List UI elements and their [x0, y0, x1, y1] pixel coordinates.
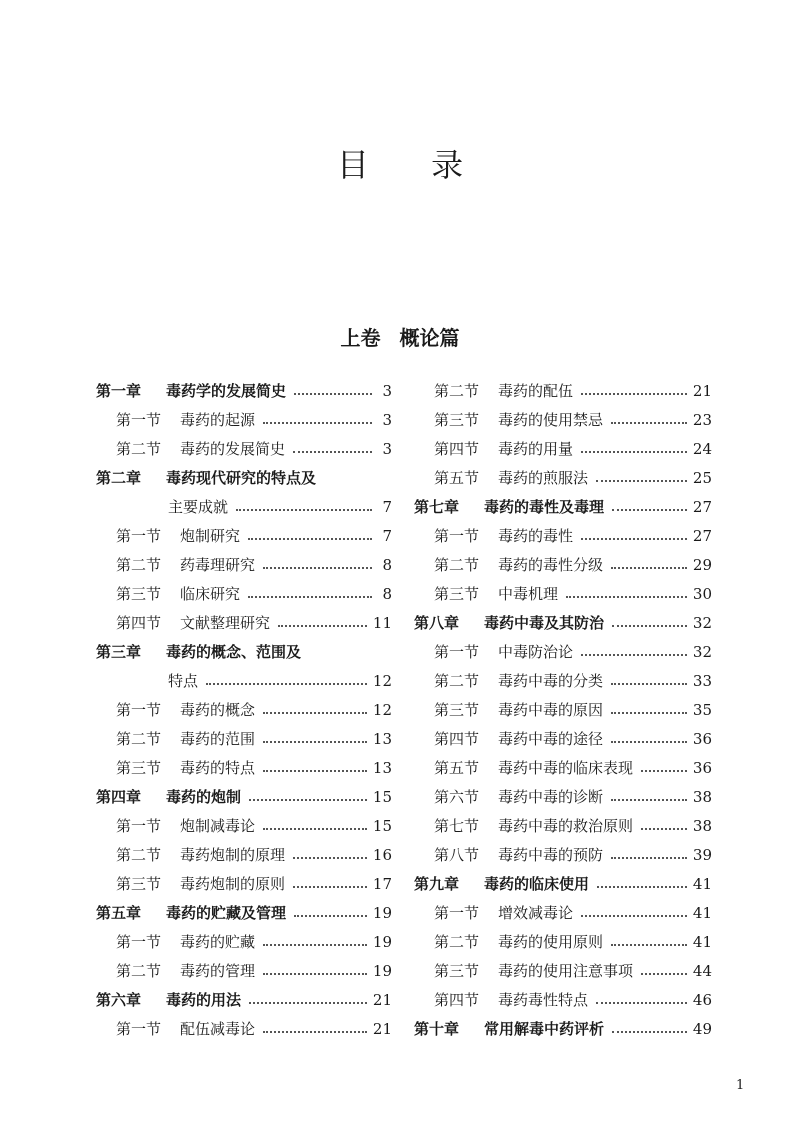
toc-entry-page: 19	[372, 932, 392, 951]
dot-leader	[611, 566, 687, 569]
dot-leader	[248, 537, 372, 540]
dot-leader	[263, 711, 367, 714]
toc-entry-title: 毒药的特点	[180, 759, 256, 777]
toc-entry-label: 第二节	[116, 440, 162, 458]
toc-section-entry[interactable]	[96, 550, 392, 579]
toc-section-entry[interactable]	[414, 376, 712, 405]
toc-entry-title: 毒药中毒的原因	[498, 701, 604, 719]
toc-entry-page: 15	[372, 816, 392, 835]
toc-entry-title: 主要成就	[168, 498, 229, 516]
toc-section-entry[interactable]	[414, 956, 712, 985]
dot-leader	[249, 798, 367, 801]
dot-leader	[294, 392, 372, 395]
dot-leader	[611, 856, 687, 859]
toc-entry-page: 35	[692, 700, 712, 719]
toc-entry-label: 第一节	[116, 817, 162, 835]
toc-entry-title: 毒药毒性特点	[498, 991, 589, 1009]
dot-leader	[641, 827, 687, 830]
toc-entry-page: 33	[692, 671, 712, 690]
toc-entry-label: 第二节	[434, 556, 480, 574]
toc-entry-page: 3	[382, 381, 392, 400]
toc-entry-title: 毒药中毒的诊断	[498, 788, 604, 806]
dot-leader	[263, 827, 367, 830]
dot-leader	[611, 740, 687, 743]
dot-leader	[263, 972, 367, 975]
toc-entry-title: 毒药的使用原则	[498, 933, 604, 951]
toc-section-entry[interactable]	[96, 869, 392, 898]
toc-section-entry[interactable]	[96, 956, 392, 985]
toc-section-entry[interactable]	[414, 637, 712, 666]
toc-entry-page: 24	[692, 439, 712, 458]
toc-section-entry[interactable]	[96, 840, 392, 869]
toc-entry-title: 毒药中毒的临床表现	[498, 759, 634, 777]
toc-entry-label: 第十章	[414, 1020, 460, 1038]
toc-entry-label: 第三节	[434, 962, 480, 980]
toc-entry-title: 毒药中毒的分类	[498, 672, 604, 690]
toc-entry-label: 第三节	[434, 701, 480, 719]
toc-entry-title: 毒药的用量	[498, 440, 574, 458]
dot-leader	[278, 624, 367, 627]
toc-entry-label: 第二节	[434, 933, 480, 951]
toc-entry-page: 7	[382, 526, 392, 545]
toc-entry-label: 第一节	[434, 643, 480, 661]
dot-leader	[611, 798, 687, 801]
dot-leader	[641, 769, 687, 772]
toc-entry-page: 32	[692, 642, 712, 661]
dot-leader	[263, 943, 367, 946]
dot-leader	[293, 856, 367, 859]
toc-entry-title: 临床研究	[180, 585, 241, 603]
toc-chapter-entry[interactable]	[414, 869, 712, 898]
toc-entry-title: 毒药的使用禁忌	[498, 411, 604, 429]
toc-entry-title: 毒药的临床使用	[484, 875, 590, 893]
toc-entry-label: 第四章	[96, 788, 142, 806]
dot-leader	[206, 682, 367, 685]
toc-entry-page: 17	[372, 874, 392, 893]
toc-entry-title: 增效减毒论	[498, 904, 574, 922]
toc-section-entry[interactable]	[96, 724, 392, 753]
dot-leader	[293, 885, 367, 888]
toc-entry-page: 38	[692, 816, 712, 835]
toc-chapter-entry[interactable]	[96, 637, 392, 666]
dot-leader	[612, 508, 687, 511]
dot-leader	[612, 1030, 687, 1033]
toc-entry-page: 15	[372, 787, 392, 806]
toc-entry-page: 13	[372, 758, 392, 777]
toc-entry-title: 毒药的起源	[180, 411, 256, 429]
toc-section-entry[interactable]	[414, 782, 712, 811]
toc-section-entry[interactable]	[96, 927, 392, 956]
toc-entry-title: 毒药的配伍	[498, 382, 574, 400]
toc-entry-label: 第四节	[434, 440, 480, 458]
toc-entry-title: 特点	[168, 672, 199, 690]
toc-chapter-entry[interactable]	[96, 898, 392, 927]
toc-entry-title: 中毒防治论	[498, 643, 574, 661]
toc-entry-title: 毒药炮制的原理	[180, 846, 286, 864]
toc-entry-label: 第二节	[116, 962, 162, 980]
toc-entry-label: 第四节	[434, 991, 480, 1009]
dot-leader	[581, 392, 687, 395]
toc-entry-title: 毒药的贮藏	[180, 933, 256, 951]
toc-entry-title: 毒药中毒的预防	[498, 846, 604, 864]
toc-entry-title: 毒药的用法	[166, 991, 242, 1009]
toc-section-entry[interactable]	[414, 811, 712, 840]
toc-entry-page: 27	[692, 497, 712, 516]
toc-entry-title: 中毒机理	[498, 585, 559, 603]
dot-leader	[293, 450, 372, 453]
toc-section-entry[interactable]	[414, 695, 712, 724]
toc-entry-page: 19	[372, 961, 392, 980]
toc-entry-title: 毒药中毒的途径	[498, 730, 604, 748]
toc-entry-label: 第一节	[434, 904, 480, 922]
toc-entry-page: 12	[372, 700, 392, 719]
toc-section-entry[interactable]	[96, 521, 392, 550]
toc-entry-page: 19	[372, 903, 392, 922]
toc-entry-page: 41	[692, 932, 712, 951]
toc-entry-label: 第一节	[434, 527, 480, 545]
toc-entry-title: 炮制减毒论	[180, 817, 256, 835]
toc-entry-label: 第七章	[414, 498, 460, 516]
page-title: 目 录	[336, 146, 490, 184]
toc-entry-page: 3	[382, 439, 392, 458]
toc-chapter-continuation[interactable]	[96, 492, 392, 521]
dot-leader	[612, 624, 687, 627]
toc-section-entry[interactable]	[96, 405, 392, 434]
toc-entry-title: 毒药现代研究的特点及	[166, 469, 317, 487]
toc-entry-title: 毒药的毒性及毒理	[484, 498, 605, 516]
toc-entry-label: 第三章	[96, 643, 142, 661]
toc-section-entry[interactable]	[96, 1014, 392, 1043]
toc-entry-title: 毒药的毒性分级	[498, 556, 604, 574]
toc-entry-page: 36	[692, 758, 712, 777]
toc-right-column	[414, 376, 712, 1043]
toc-left-column	[96, 376, 392, 1043]
toc-section-entry[interactable]	[414, 840, 712, 869]
toc-chapter-entry[interactable]	[414, 608, 712, 637]
toc-entry-title: 毒药的管理	[180, 962, 256, 980]
toc-entry-label: 第四节	[116, 614, 162, 632]
toc-entry-page: 46	[692, 990, 712, 1009]
toc-entry-page: 25	[692, 468, 712, 487]
toc-entry-title: 毒药的炮制	[166, 788, 242, 806]
toc-entry-label: 第一节	[116, 933, 162, 951]
toc-entry-label: 第一节	[116, 411, 162, 429]
toc-entry-title: 毒药的贮藏及管理	[166, 904, 287, 922]
toc-section-entry[interactable]	[96, 811, 392, 840]
toc-entry-page: 11	[372, 613, 392, 632]
toc-entry-label: 第四节	[434, 730, 480, 748]
dot-leader	[641, 972, 687, 975]
toc-entry-page: 12	[372, 671, 392, 690]
toc-entry-page: 38	[692, 787, 712, 806]
toc-entry-label: 第八节	[434, 846, 480, 864]
toc-entry-title: 毒药的概念	[180, 701, 256, 719]
toc-chapter-entry[interactable]	[414, 492, 712, 521]
toc-chapter-entry[interactable]	[96, 782, 392, 811]
dot-leader	[611, 421, 687, 424]
toc-section-entry[interactable]	[414, 434, 712, 463]
toc-entry-title: 常用解毒中药评析	[484, 1020, 605, 1038]
toc-entry-label: 第三节	[116, 875, 162, 893]
volume-title: 上卷 概论篇	[340, 326, 460, 350]
toc-entry-page: 27	[692, 526, 712, 545]
toc-entry-title: 炮制研究	[180, 527, 241, 545]
toc-entry-page: 39	[692, 845, 712, 864]
toc-entry-title: 毒药学的发展简史	[166, 382, 287, 400]
toc-entry-page: 41	[692, 874, 712, 893]
dot-leader	[263, 1030, 367, 1033]
toc-entry-label: 第二节	[434, 672, 480, 690]
toc-section-entry[interactable]	[414, 666, 712, 695]
dot-leader	[597, 885, 687, 888]
toc-entry-title: 文献整理研究	[180, 614, 271, 632]
toc-entry-title: 毒药的概念、范围及	[166, 643, 302, 661]
toc-entry-page: 7	[382, 497, 392, 516]
dot-leader	[236, 508, 372, 511]
toc-entry-label: 第五节	[434, 759, 480, 777]
toc-section-entry[interactable]	[414, 898, 712, 927]
toc-entry-page: 21	[692, 381, 712, 400]
dot-leader	[263, 769, 367, 772]
toc-entry-label: 第一节	[116, 701, 162, 719]
toc-entry-page: 29	[692, 555, 712, 574]
toc-entry-page: 16	[372, 845, 392, 864]
toc-entry-label: 第六节	[434, 788, 480, 806]
toc-section-entry[interactable]	[414, 753, 712, 782]
toc-entry-label: 第三节	[434, 411, 480, 429]
toc-section-entry[interactable]	[96, 608, 392, 637]
toc-entry-title: 配伍减毒论	[180, 1020, 256, 1038]
toc-entry-title: 毒药的使用注意事项	[498, 962, 634, 980]
dot-leader	[611, 711, 687, 714]
toc-entry-page: 44	[692, 961, 712, 980]
toc-entry-page: 23	[692, 410, 712, 429]
toc-entry-label: 第五章	[96, 904, 142, 922]
toc-entry-label: 第二节	[116, 556, 162, 574]
dot-leader	[566, 595, 687, 598]
toc-entry-title: 毒药的毒性	[498, 527, 574, 545]
toc-section-entry[interactable]	[414, 927, 712, 956]
toc-section-entry[interactable]	[414, 985, 712, 1014]
toc-section-entry[interactable]	[414, 550, 712, 579]
dot-leader	[611, 943, 687, 946]
toc-entry-label: 第五节	[434, 469, 480, 487]
page-number: 1	[736, 1078, 745, 1093]
dot-leader	[581, 914, 687, 917]
toc-entry-page: 36	[692, 729, 712, 748]
toc-entry-page: 49	[692, 1019, 712, 1038]
toc-entry-label: 第八章	[414, 614, 460, 632]
toc-entry-page: 3	[382, 410, 392, 429]
toc-chapter-entry[interactable]	[96, 985, 392, 1014]
toc-section-entry[interactable]	[96, 579, 392, 608]
toc-entry-label: 第六章	[96, 991, 142, 1009]
toc-chapter-entry[interactable]	[96, 376, 392, 405]
toc-entry-page: 8	[382, 555, 392, 574]
toc-entry-page: 32	[692, 613, 712, 632]
toc-entry-title: 毒药炮制的原则	[180, 875, 286, 893]
toc-entry-page: 8	[382, 584, 392, 603]
dot-leader	[248, 595, 372, 598]
dot-leader	[249, 1001, 367, 1004]
dot-leader	[596, 479, 687, 482]
toc-section-entry[interactable]	[414, 579, 712, 608]
toc-entry-label: 第二章	[96, 469, 142, 487]
toc-entry-title: 毒药的范围	[180, 730, 256, 748]
toc-entry-label: 第三节	[434, 585, 480, 603]
toc-entry-label: 第一节	[116, 527, 162, 545]
toc-entry-page: 21	[372, 990, 392, 1009]
dot-leader	[581, 653, 687, 656]
toc-entry-label: 第一章	[96, 382, 142, 400]
toc-section-entry[interactable]	[96, 753, 392, 782]
toc-entry-page: 21	[372, 1019, 392, 1038]
dot-leader	[581, 450, 687, 453]
dot-leader	[581, 537, 687, 540]
dot-leader	[611, 682, 687, 685]
toc-entry-label: 第一节	[116, 1020, 162, 1038]
toc-entry-label: 第三节	[116, 759, 162, 777]
toc-section-entry[interactable]	[414, 405, 712, 434]
toc-entry-title: 毒药中毒及其防治	[484, 614, 605, 632]
toc-entry-page: 30	[692, 584, 712, 603]
dot-leader	[596, 1001, 687, 1004]
toc-chapter-continuation[interactable]	[96, 666, 392, 695]
toc-entry-label: 第二节	[116, 730, 162, 748]
toc-section-entry[interactable]	[414, 521, 712, 550]
toc-section-entry[interactable]	[414, 463, 712, 492]
toc-entry-title: 毒药的发展简史	[180, 440, 286, 458]
dot-leader	[263, 566, 372, 569]
toc-chapter-entry[interactable]	[414, 1014, 712, 1043]
toc-entry-title: 毒药中毒的救治原则	[498, 817, 634, 835]
toc-entry-label: 第九章	[414, 875, 460, 893]
toc-entry-title: 毒药的煎服法	[498, 469, 589, 487]
toc-section-entry[interactable]	[96, 695, 392, 724]
toc-entry-page: 13	[372, 729, 392, 748]
toc-entry-label: 第二节	[116, 846, 162, 864]
dot-leader	[263, 740, 367, 743]
toc-section-entry[interactable]	[414, 724, 712, 753]
dot-leader	[263, 421, 372, 424]
toc-section-entry[interactable]	[96, 434, 392, 463]
toc-entry-label: 第七节	[434, 817, 480, 835]
toc-entry-page: 41	[692, 903, 712, 922]
dot-leader	[294, 914, 367, 917]
toc-entry-label: 第二节	[434, 382, 480, 400]
toc-entry-title: 药毒理研究	[180, 556, 256, 574]
toc-entry-label: 第三节	[116, 585, 162, 603]
toc-chapter-entry[interactable]	[96, 463, 392, 492]
